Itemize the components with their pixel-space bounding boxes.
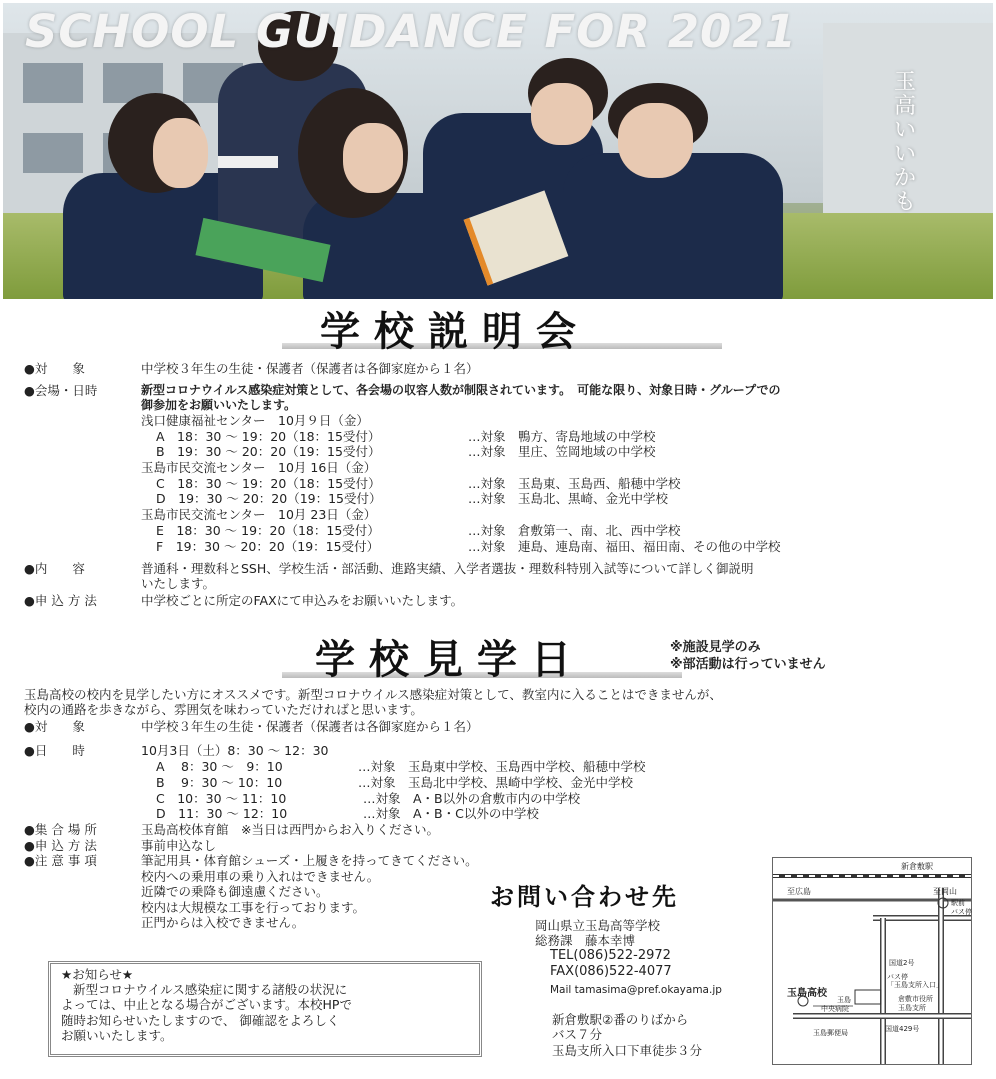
map-label-ekimae: 駅前 — [951, 899, 965, 907]
briefing-content-label: ●内 容 — [24, 561, 85, 576]
visit-apply-value: 事前申込なし — [141, 838, 217, 853]
notice-line: 随時お知らせいたしますので、 御確認をよろしく — [61, 1013, 340, 1028]
session-target: …対象 倉敷第一、南、北、西中学校 — [468, 523, 681, 538]
visit-target-value: 中学校３年生の生徒・保護者（保護者は各御家庭から１名） — [141, 719, 479, 734]
notice-line: よっては、中止となる場合がございます。本校HPで — [61, 997, 352, 1012]
visit-note-2: ※部活動は行っていません — [670, 657, 826, 672]
notice-title: ★お知らせ★ — [61, 967, 134, 982]
visit-session-target: …対象 A・B以外の倉敷市内の中学校 — [363, 791, 581, 806]
map-label-okayama: 至岡山 — [933, 887, 957, 896]
briefing-apply-label: ●申 込 方 法 — [24, 593, 97, 608]
visit-caution-item: 校内は大規模な工事を行っております。 — [141, 900, 366, 915]
briefing-target-value: 中学校３年生の生徒・保護者（保護者は各御家庭から１名） — [141, 361, 479, 376]
hero-photo — [3, 3, 993, 299]
visit-session-target: …対象 玉島北中学校、黒崎中学校、金光中学校 — [358, 775, 634, 790]
hero-title: SCHOOL GUIDANCE FOR 2021 — [25, 5, 797, 58]
session-target: …対象 連島、連島南、福田、福田南、その他の中学校 — [468, 539, 781, 554]
briefing-venue-note: 新型コロナウイルス感染症対策として、各会場の収容人数が制限されています。 可能な限り、対象日時・グループでの — [141, 383, 781, 397]
visit-intro-2: 校内の通路を歩きながら、雰囲気を味わっていただければと思います。 — [24, 702, 423, 717]
visit-note-1: ※施設見学のみ — [670, 640, 761, 655]
access-map — [772, 857, 972, 1065]
map-label-school: 玉島高校 — [787, 988, 827, 999]
visit-meet-label: ●集 合 場 所 — [24, 822, 97, 837]
session-time: F 19：30 ～ 20：20（19：15受付） — [156, 539, 380, 554]
session-target: …対象 玉島北、黒崎、金光中学校 — [468, 491, 669, 506]
visit-apply-label: ●申 込 方 法 — [24, 838, 97, 853]
briefing-content-value: 普通科・理数科とSSH、学校生活・部活動、進路実績、入学者選抜・理数科特別入試等について詳しく御説明 — [141, 561, 754, 576]
visit-intro: 玉島高校の校内を見学したい方にオススメです。新型コロナウイルス感染症対策として、教室内に入ることはできませんが、 — [24, 687, 722, 702]
visit-date-value: 10月3日（土）8：30 ～ 12：30 — [141, 743, 329, 758]
visit-caution-label: ●注 意 事 項 — [24, 853, 97, 868]
visit-session-target: …対象 A・B・C以外の中学校 — [363, 806, 539, 821]
map-label-bus-stop: バス停 — [951, 908, 972, 916]
briefing-venue-label: ●会場・日時 — [24, 383, 98, 398]
briefing-venue-note-2: 御参加をお願いいたします。 — [141, 398, 297, 412]
contact-dept: 総務課 藤本幸博 — [535, 933, 636, 948]
visit-date-label: ●日 時 — [24, 743, 85, 758]
contact-tel: TEL(086)522-2972 — [550, 948, 671, 963]
visit-title: 学校見学日 — [315, 636, 585, 683]
map-label-busstop: バス停 — [887, 973, 908, 981]
contact-access-2: バス７分 — [552, 1027, 603, 1042]
contact-access-1: 新倉敷駅②番のりばから — [552, 1012, 689, 1027]
map-label-branch: 玉島支所 — [898, 1004, 926, 1012]
contact-access-3: 玉島支所入口下車徒歩３分 — [552, 1043, 703, 1058]
map-label-station: 新倉敷駅 — [901, 862, 933, 871]
map-label-route429: 国道429号 — [885, 1025, 920, 1033]
venue-name: 玉島市民交流センター 10月 23日（金） — [141, 507, 377, 522]
venue-name: 浅口健康福祉センター 10月９日（金） — [141, 413, 369, 428]
visit-caution-item: 近隣での乗降も御遠慮ください。 — [141, 884, 329, 899]
map-label-hiroshima: 至広島 — [787, 887, 811, 896]
notice-box — [48, 961, 482, 1057]
session-time: A 18：30 ～ 19：20（18：15受付） — [156, 429, 381, 444]
map-label-hospital: 中央病院 — [821, 1005, 849, 1013]
briefing-content-value-2: いたします。 — [141, 576, 216, 591]
visit-session-time: A 8：30 ～ 9：10 — [156, 759, 283, 774]
hero-vertical-text: 玉高いいかも — [893, 70, 916, 215]
visit-session-time: B 9：30 ～ 10：10 — [156, 775, 283, 790]
briefing-apply-value: 中学校ごとに所定のFAXにて申込みをお願いいたします。 — [141, 593, 464, 608]
briefing-target-label: ●対 象 — [24, 361, 85, 376]
session-target: …対象 玉島東、玉島西、船穂中学校 — [468, 476, 681, 491]
visit-caution-item: 正門からは入校できません。 — [141, 915, 305, 930]
visit-meet-value: 玉島高校体育館 ※当日は西門からお入りください。 — [141, 822, 439, 837]
session-time: B 19：30 ～ 20：20（19：15受付） — [156, 444, 381, 459]
visit-session-time: D 11：30 ～ 12：10 — [156, 806, 288, 821]
session-target: …対象 鴨方、寄島地域の中学校 — [468, 429, 656, 444]
visit-session-target: …対象 玉島東中学校、玉島西中学校、船穂中学校 — [358, 759, 646, 774]
visit-caution-item: 校内への乗用車の乗り入れはできません。 — [141, 869, 380, 884]
visit-target-label: ●対 象 — [24, 719, 85, 734]
map-label-route2: 国道2号 — [889, 959, 915, 967]
map-label-city-office: 倉敷市役所 — [898, 995, 933, 1003]
briefing-title: 学校説明会 — [320, 308, 590, 355]
visit-caution-item: 筆記用具・体育館シューズ・上履きを持ってきてください。 — [141, 853, 478, 868]
session-time: C 18：30 ～ 19：20（18：15受付） — [156, 476, 381, 491]
contact-mail: Mail tamasima@pref.okayama.jp — [550, 984, 722, 996]
visit-session-time: C 10：30 ～ 11：10 — [156, 791, 287, 806]
notice-line: 新型コロナウイルス感染症に関する諸般の状況に — [73, 982, 348, 997]
session-time: E 18：30 ～ 19：20（18：15受付） — [156, 523, 380, 538]
session-target: …対象 里庄、笠岡地域の中学校 — [468, 444, 656, 459]
contact-fax: FAX(086)522-4077 — [550, 964, 672, 979]
session-time: D 19：30 ～ 20：20（19：15受付） — [156, 491, 382, 506]
map-label-post: 玉島郵便局 — [813, 1029, 848, 1037]
map-label-busstop-name: 「玉島支所入口」 — [887, 981, 943, 989]
venue-name: 玉島市民交流センター 10月 16日（金） — [141, 460, 377, 475]
contact-school: 岡山県立玉島高等学校 — [535, 918, 661, 933]
notice-line: お願いいたします。 — [61, 1028, 173, 1043]
contact-title: お問い合わせ先 — [490, 883, 679, 911]
map-label-tamashima: 玉島 — [837, 996, 851, 1004]
